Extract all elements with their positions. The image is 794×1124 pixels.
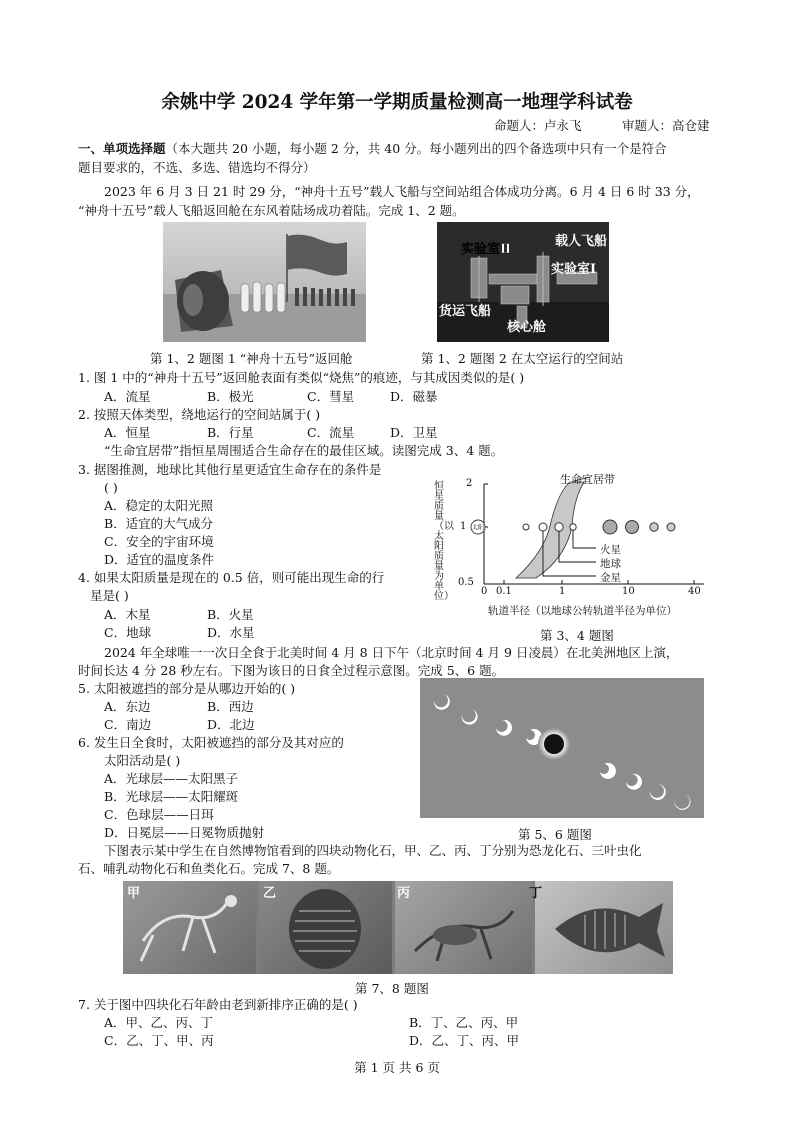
q3-option-c: C．安全的宇宙环境 (104, 534, 214, 549)
q4-stem2: 星是( ) (90, 588, 129, 603)
eclipse-phase-3 (496, 720, 512, 736)
legend-venus: 金星 (600, 572, 621, 584)
legend-earth: 地球 (600, 558, 621, 570)
intro-5-6-line2: 时间长达 4 分 28 秒左右。下图为该日的日食全过程示意图。完成 5、6 题。 (78, 663, 505, 678)
q6-option-c: C．色球层——日珥 (104, 807, 214, 822)
station-label-core-module: 核心舱 (507, 320, 547, 335)
q5-option-c: C．南边 (104, 717, 152, 732)
intro-7-8-line2: 石、哺乳动物化石和鱼类化石。完成 7、8 题。 (78, 861, 340, 876)
q4-option-d: D．水星 (207, 625, 255, 640)
fossil-label-jia: 甲 (127, 886, 141, 901)
intro-1-2-line2: “神舟十五号”载人飞船返回舱在东风着陆场成功着陆。完成 1、2 题。 (78, 203, 465, 218)
q2-option-c: C．流星 (307, 425, 355, 440)
planet-earth (555, 523, 563, 531)
zone-title: 生命宜居带 (560, 473, 615, 486)
habitable-zone-figure (432, 466, 724, 622)
q3-option-d: D．适宜的温度条件 (104, 552, 215, 567)
station-label-lab1: 实验室Ⅰ (551, 262, 597, 277)
reviewer-line: 审题人：高仓建 (622, 118, 710, 133)
planet-mars (570, 524, 576, 530)
author-line: 命题人：卢永飞 (494, 118, 582, 133)
q6-option-d: D．日冕层——日冕物质抛射 (104, 825, 265, 840)
q7-option-c: C．乙、丁、甲、丙 (104, 1033, 214, 1048)
q6-stem2: 太阳活动是( ) (104, 753, 181, 768)
fossil-dinosaur-panel (123, 881, 256, 974)
q5-option-d: D．北边 (207, 717, 255, 732)
sun-label: 太阳 (471, 525, 485, 532)
station-label-lab2: 实验室Ⅱ (461, 242, 511, 257)
capsule-photo-drawing (163, 222, 366, 342)
fossil-label-ding: 丁 (529, 886, 543, 901)
planet-mercury (523, 524, 529, 530)
eclipse-phase-1 (434, 694, 450, 710)
legend-mars: 火星 (600, 544, 621, 556)
q1-stem: 1. 图 1 中的“神舟十五号”返回舱表面有类似“烧焦”的痕迹，与其成因类似的是( ) (78, 370, 525, 385)
fish-fossil-drawing (535, 881, 673, 974)
fossil-strip (123, 881, 673, 974)
station-label-crew-ship: 载人飞船 (555, 234, 608, 249)
section-heading: 一、单项选择题 (78, 141, 166, 156)
y-tick-label-2: 2 (466, 478, 473, 489)
mammal-fossil-drawing (395, 881, 532, 974)
q3-option-a: A．稳定的太阳光照 (104, 498, 214, 513)
figure2-caption: 第 1、2 题图 2 在太空运行的空间站 (421, 351, 624, 366)
q4-option-b: B．火星 (207, 607, 254, 622)
x-tick-label-1: 1 (559, 586, 566, 597)
eclipse-sequence-figure (420, 678, 704, 818)
habitable-zone-chart (432, 466, 724, 622)
q5-option-a: A．东边 (104, 699, 151, 714)
trilobite-fossil-drawing (259, 881, 392, 974)
y-tick-label-1: 1 (460, 521, 467, 532)
q5-stem: 5. 太阳被遮挡的部分是从哪边开始的( ) (78, 681, 296, 696)
q6-stem: 6. 发生日全食时，太阳被遮挡的部分及其对应的 (78, 735, 344, 750)
fossil-trilobite-panel (259, 881, 392, 974)
eclipse-phase-7 (650, 784, 666, 800)
figure78-caption: 第 7、8 题图 (355, 981, 429, 996)
page-title: 余姚中学 2024 学年第一学期质量检测高一地理学科试卷 (161, 92, 633, 113)
figure34-caption: 第 3、4 题图 (540, 628, 614, 643)
eclipse-phase-5 (600, 763, 616, 779)
eclipse-phase-2 (462, 709, 478, 725)
eclipse-sequence-drawing (420, 678, 704, 818)
q2-option-a: A．恒星 (104, 425, 151, 440)
planet-neptune (667, 523, 675, 531)
x-tick-label-10: 10 (622, 586, 635, 597)
planet-venus (539, 523, 547, 531)
figure1-caption: 第 1、2 题图 1 “神舟十五号”返回舱 (150, 351, 353, 366)
planet-saturn (626, 521, 639, 534)
intro-1-2-line1: 2023 年 6 月 3 日 21 时 29 分，“神舟十五号”载人飞船与空间站组合体成功分离。6 月 4 日 6 时 33 分， (104, 184, 700, 199)
dinosaur-fossil-drawing (123, 881, 256, 974)
q7-option-a: A．甲、乙、丙、丁 (104, 1015, 214, 1030)
q4-option-c: C．地球 (104, 625, 152, 640)
leader-mars (573, 530, 596, 548)
x-tick-label-0: 0 (481, 586, 488, 597)
q2-option-d: D．卫星 (390, 425, 438, 440)
planet-uranus (650, 523, 658, 531)
section-instructions-2: 题目要求的，不选、多选、错选均不得分） (78, 160, 316, 175)
y-axis-label: 恒星质量（以太阳质量为单位） (434, 481, 454, 602)
q3-option-b: B．适宜的大气成分 (104, 516, 214, 531)
fossil-label-bing: 丙 (397, 886, 411, 901)
space-station-photo (437, 222, 609, 342)
q7-option-b: B．丁、乙、丙、甲 (409, 1015, 519, 1030)
section-instructions-1: （本大题共 20 小题，每小题 2 分，共 40 分。每小题列出的四个备选项中只有一个是符合 (165, 141, 667, 156)
q3-stem: 3. 据图推测，地球比其他行星更适宜生命存在的条件是 (78, 462, 382, 477)
q7-option-d: D．乙、丁、丙、甲 (409, 1033, 520, 1048)
q2-option-b: B．行星 (207, 425, 254, 440)
x-tick-label-40: 40 (688, 586, 701, 597)
x-axis-label: 轨道半径（以地球公转轨道半径为单位） (488, 605, 677, 617)
capsule-photo (163, 222, 366, 342)
totality-disc (544, 734, 564, 754)
q5-option-b: B．西边 (207, 699, 254, 714)
q3-paren: ( ) (104, 480, 118, 495)
station-label-cargo-ship: 货运飞船 (439, 304, 492, 319)
q6-option-b: B．光球层——太阳耀斑 (104, 789, 239, 804)
section-instructions (78, 140, 667, 158)
q4-option-a: A．木星 (104, 607, 151, 622)
fossil-label-yi: 乙 (263, 886, 277, 901)
q1-option-b: B．极光 (207, 389, 254, 404)
y-tick-label-0.5: 0.5 (458, 577, 474, 588)
page-footer: 第 1 页 共 6 页 (354, 1060, 440, 1075)
q1-option-c: C．彗星 (307, 389, 355, 404)
eclipse-phase-8 (674, 794, 690, 810)
eclipse-phase-6 (626, 774, 642, 790)
figure56-caption: 第 5、6 题图 (518, 827, 592, 842)
x-tick-label-0.1: 0.1 (496, 586, 512, 597)
fossil-fish-panel (535, 881, 673, 974)
q4-stem: 4. 如果太阳质量是现在的 0.5 倍，则可能出现生命的行 (78, 570, 385, 585)
intro-3-4: “生命宜居带”指恒星周围适合生命存在的最佳区域。读图完成 3、4 题。 (104, 443, 504, 458)
q1-option-d: D．磁暴 (390, 389, 438, 404)
planet-jupiter (603, 520, 617, 534)
fossil-mammal-panel (395, 881, 532, 974)
q7-stem: 7. 关于图中四块化石年龄由老到新排序正确的是( ) (78, 997, 358, 1012)
q2-stem: 2. 按照天体类型，绕地运行的空间站属于( ) (78, 407, 321, 422)
intro-7-8-line1: 下图表示某中学生在自然博物馆看到的四块动物化石，甲、乙、丙、丁分别为恐龙化石、三叶虫化 (104, 843, 642, 858)
intro-5-6-line1: 2024 年全球唯一一次日全食于北美时间 4 月 8 日下午（北京时间 4 月 9 日凌晨）在北美洲地区上演， (104, 645, 679, 660)
q6-option-a: A．光球层——太阳黑子 (104, 771, 239, 786)
q1-option-a: A．流星 (104, 389, 151, 404)
